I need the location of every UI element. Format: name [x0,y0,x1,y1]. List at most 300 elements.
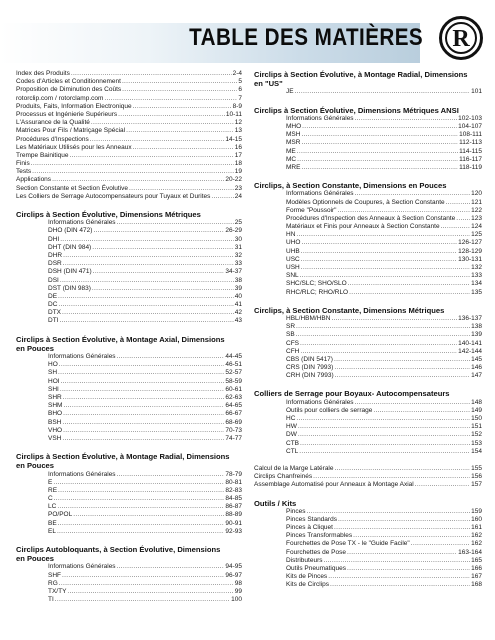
toc-entry[interactable] [254,231,482,239]
toc-entry-label: USC [286,255,300,263]
toc-entry-page: 90-91 [225,519,242,527]
toc-entry[interactable] [16,361,242,369]
toc-entry-page: 100 [231,596,242,604]
dot-leader [67,588,233,596]
section-spacer [254,172,482,181]
toc-entry[interactable] [254,465,482,473]
dot-leader [307,508,471,516]
toc-entry[interactable] [254,88,482,96]
dot-leader [348,280,470,288]
toc-entry-page: 20-22 [225,176,242,184]
toc-entry-page: 52-57 [225,369,242,377]
toc-entry[interactable] [16,227,242,235]
toc-entry-label: DHR [48,251,63,259]
dot-leader [411,540,470,548]
toc-entry-label: Procédures d'Inspections [16,135,89,143]
toc-entry[interactable] [16,103,242,111]
toc-entry-label: SHR [48,393,62,401]
toc-entry-page: 154 [471,447,482,455]
dot-leader [62,419,224,427]
toc-entry-label: Proposition de Diminution des Coûts [16,86,122,94]
toc-entry[interactable] [16,394,242,402]
toc-entry-page: 14-15 [225,135,242,143]
toc-entry[interactable] [254,440,482,448]
toc-entry-label: DHO (DIN 472) [48,227,93,235]
toc-entry[interactable] [16,309,242,317]
toc-entry[interactable] [254,164,482,172]
toc-entry-page: 2-4 [232,70,242,77]
toc-entry-page: 165 [471,556,482,564]
toc-entry-page: 126-127 [458,239,482,247]
section-spacer [16,201,242,210]
dot-leader [32,168,234,176]
toc-entry-label: CRH (DIN 7993) [286,372,334,380]
toc-entry-page: 156 [471,473,482,481]
toc-entry[interactable] [254,364,482,372]
toc-entry[interactable] [16,386,242,394]
toc-entry-label: MRE [286,163,301,171]
toc-entry-label: USH [286,264,300,271]
toc-entry-page: 94-95 [225,563,242,571]
toc-entry-page: 68-69 [225,418,242,426]
toc-entry[interactable] [16,285,242,293]
toc-entry[interactable] [16,260,242,268]
toc-entry-label: Informations Générales [286,190,354,198]
dot-leader [63,427,224,435]
dot-leader [62,309,234,317]
toc-entry-page: 5 [238,78,242,86]
toc-entry-page: 140-141 [458,339,482,347]
toc-entry[interactable] [16,160,242,168]
toc-entry-page: 16 [234,143,242,151]
toc-entry-label: Kits de Circlips [286,581,329,589]
dot-leader [415,481,470,489]
dot-leader [63,410,224,418]
dot-leader [58,487,224,495]
toc-entry-label: Section Constante et Section Évolutive [16,184,129,192]
toc-entry-label: SB [286,331,295,339]
toc-entry-page: 162 [471,532,482,540]
toc-entry-page: 142-144 [458,347,482,355]
toc-entry[interactable] [16,252,242,260]
toc-entry-page: 102-103 [458,114,482,122]
toc-entry-label: SNL [286,272,299,280]
toc-entry[interactable] [16,596,242,604]
toc-entry[interactable] [254,448,482,456]
toc-entry[interactable] [254,348,482,356]
toc-entry-label: DE [48,292,58,300]
toc-entry-label: EL [48,527,56,535]
toc-entry[interactable] [16,563,242,571]
toc-entry-label: Informations Générales [286,114,354,122]
toc-entry-label: UHO [286,239,301,247]
toc-entry-page: 163-164 [458,548,482,556]
dot-leader [328,573,470,581]
toc-entry[interactable] [254,215,482,223]
toc-entry[interactable] [254,340,482,348]
toc-entry-label: Informations Générales [48,353,116,361]
toc-entry-label: HC [286,415,296,423]
toc-entry[interactable] [254,481,482,489]
toc-entry-label: CTL [286,447,299,455]
dot-leader [301,164,458,172]
toc-entry[interactable] [254,516,482,524]
toc-entry[interactable] [254,123,482,131]
toc-entry-label: rotorclip.com / rotorclamp.com [16,94,104,102]
toc-entry-page: 146 [471,364,482,372]
dot-leader [338,207,471,215]
toc-entry-page: 74-77 [225,434,242,442]
dot-leader [55,596,230,604]
toc-entry[interactable] [16,520,242,528]
toc-entry-label: CFS [286,339,299,347]
toc-entry[interactable] [16,168,242,176]
section-heading: Circlips Autobloquants, à Section Évolutive, Dimensions [16,545,221,555]
dot-leader [58,520,225,528]
toc-entry[interactable] [16,136,242,144]
toc-entry-label: BSH [48,418,62,426]
toc-entry-page: 108-111 [459,131,482,139]
toc-entry-page: 41 [234,301,242,309]
toc-entry[interactable] [254,331,482,339]
toc-entry[interactable] [254,508,482,516]
dot-leader [133,144,234,152]
dot-leader [323,557,470,565]
toc-entry-label: Kits de Pinces [286,573,328,581]
toc-entry-label: CBS (DIN 5417) [286,355,333,363]
dot-leader [300,272,470,280]
dot-leader [52,176,224,184]
toc-entry-label: DSR [48,260,62,268]
dot-leader [63,252,234,260]
page-title: TABLE DES MATIÈRES [188,24,423,51]
dot-leader [373,407,470,415]
toc-entry-label: HN [286,231,296,239]
dot-leader [302,123,457,131]
toc-entry-page: 38 [234,276,242,284]
toc-entry-page: 166 [471,565,482,573]
toc-entry-label: Modèles Optionnels de Coupures, à Section Constante [286,198,445,206]
toc-entry-page: 147 [471,372,482,380]
toc-entry[interactable] [254,399,482,407]
toc-entry-label: DTI [48,317,59,325]
toc-entry[interactable] [254,532,482,540]
toc-entry[interactable] [254,264,482,272]
toc-entry-label: SHC/SLC; SHO/SLO [286,280,347,288]
toc-entry-page: 145 [471,355,482,363]
toc-entry[interactable] [16,588,242,596]
toc-entry[interactable] [254,223,482,231]
toc-entry[interactable] [254,423,482,431]
toc-entry-page: 92-93 [225,527,242,535]
toc-entry[interactable] [16,487,242,495]
dot-leader [334,356,470,364]
toc-entry-page: 84-85 [225,495,242,503]
dot-leader [59,580,234,588]
toc-entry-label: HO [48,361,58,369]
dot-leader [301,256,457,264]
toc-entry[interactable] [16,236,242,244]
toc-entry[interactable] [16,301,242,309]
toc-entry[interactable] [16,317,242,325]
toc-entry[interactable] [254,289,482,297]
dot-leader [301,264,470,272]
toc-entry-page: 6 [238,86,242,94]
toc-entry[interactable] [254,581,482,589]
section-heading: en Pouces [16,554,54,564]
toc-entry-page: 80-81 [225,478,242,486]
toc-entry[interactable] [16,176,242,184]
dot-leader [122,78,237,86]
toc-entry-label: Distributeurs [286,556,323,564]
dot-leader [59,361,225,369]
toc-entry-page: 138 [471,323,482,331]
toc-entry-page: 43 [234,317,242,325]
toc-entry-label: Matrices Pour Fils / Matriçage Spécial [16,127,126,135]
toc-entry[interactable] [254,473,482,481]
toc-entry-page: 155 [471,464,482,472]
dot-leader [57,503,224,511]
toc-entry-label: Index des Produits [16,70,70,77]
dot-leader [117,563,225,571]
dot-leader [298,431,470,439]
toc-entry-page: 120 [471,190,482,198]
toc-entry[interactable] [254,272,482,280]
dot-leader [117,353,225,361]
section-heading: Circlips à Section Évolutive, à Montage Axial, Dimensions [16,334,225,344]
toc-entry[interactable] [254,524,482,532]
toc-entry-page: 132 [471,264,482,271]
toc-entry[interactable] [16,435,242,443]
section-heading: Circlips, à Section Constante, Dimensions Métriques [254,305,445,315]
toc-entry[interactable] [254,256,482,264]
toc-entry-page: 60-61 [225,385,242,393]
dot-leader [441,223,471,231]
dot-leader [53,479,224,487]
dot-leader [126,127,234,135]
toc-entry[interactable] [254,549,482,557]
toc-entry[interactable] [254,139,482,147]
section-spacer [254,97,482,106]
toc-entry[interactable] [16,268,242,276]
toc-entry[interactable] [254,372,482,380]
toc-entry[interactable] [254,131,482,139]
toc-entry[interactable] [16,402,242,410]
toc-entry-label: DSI [48,276,59,284]
dot-leader [71,70,232,78]
toc-entry[interactable] [16,580,242,588]
toc-entry[interactable] [16,369,242,377]
toc-entry-page: 7 [238,94,242,102]
toc-entry-label: PO/POL [48,511,73,519]
dot-leader [59,317,233,325]
dot-leader [63,402,224,410]
toc-entry-label: VHO [48,426,63,434]
toc-entry[interactable] [254,199,482,207]
dot-leader [58,293,234,301]
toc-entry[interactable] [254,573,482,581]
toc-entry[interactable] [254,156,482,164]
toc-entry-label: Codes d'Articles et Conditionnement [16,78,121,86]
toc-entry[interactable] [254,323,482,331]
dot-leader [355,115,458,123]
toc-entry-label: Informations Générales [48,563,116,571]
toc-entry[interactable] [254,565,482,573]
toc-entry[interactable] [254,148,482,156]
dot-leader [295,88,471,96]
toc-entry[interactable] [254,557,482,565]
dot-leader [297,156,458,164]
dot-leader [347,565,470,573]
toc-entry-label: TX/TY [48,587,67,595]
toc-entry-page: 31 [234,243,242,251]
toc-entry[interactable] [254,356,482,364]
toc-entry[interactable] [16,119,242,127]
toc-entry[interactable] [254,315,482,323]
toc-entry-label: SHM [48,402,63,410]
dot-leader [338,516,470,524]
toc-entry[interactable] [254,248,482,256]
toc-entry-label: Tests [16,168,32,176]
toc-entry[interactable] [16,427,242,435]
toc-entry-page: 44-45 [225,353,242,361]
toc-entry[interactable] [254,431,482,439]
toc-entry[interactable] [16,471,242,479]
toc-entry[interactable] [254,415,482,423]
toc-entry-label: L'Assurance de la Qualité [16,119,90,127]
toc-entry[interactable] [254,207,482,215]
toc-entry-label: DST (DIN 983) [48,284,91,292]
toc-entry-label: Informations Générales [48,470,116,478]
toc-entry[interactable] [254,115,482,123]
toc-entry-page: 122 [471,206,482,214]
toc-entry-label: Trempe Bainitique [16,151,69,159]
dot-leader [129,185,234,193]
toc-entry-label: Calcul de la Marge Latérale [254,464,334,472]
dot-leader [347,549,457,557]
toc-entry[interactable] [16,378,242,386]
section-spacer [254,456,482,465]
toc-entry-label: CRS (DIN 7993) [286,364,334,372]
toc-entry[interactable] [16,503,242,511]
toc-entry-page: 17 [234,151,242,159]
dot-leader [117,219,234,227]
toc-entry-page: 161 [471,524,482,532]
toc-entry[interactable] [16,511,242,519]
section-heading: Circlips à Section Évolutive, Dimensions Métriques [16,210,201,219]
toc-entry-label: SH [48,369,58,377]
toc-entry[interactable] [16,78,242,86]
toc-entry-page: 10-11 [225,110,242,118]
toc-entry-label: Processus et Ingénierie Supérieurs [16,110,118,118]
toc-entry[interactable] [16,479,242,487]
toc-entry[interactable] [16,144,242,152]
section-spacer [16,326,242,335]
toc-entry-page: 124 [471,223,482,231]
dot-leader [60,236,234,244]
dot-leader [117,471,225,479]
toc-entry-label: Pinces Transformables [286,532,353,540]
toc-entry[interactable] [16,193,242,201]
toc-entry[interactable] [16,111,242,119]
toc-entry[interactable] [16,495,242,503]
toc-entry[interactable] [16,410,242,418]
toc-entry[interactable] [16,70,242,78]
section-heading: Circlips à Section Évolutive, Dimensions Métriques ANSI [254,105,459,115]
toc-entry[interactable] [254,540,482,548]
left-toc-column [16,70,242,604]
dot-leader [296,323,470,331]
toc-entry-page: 104-107 [458,122,482,130]
toc-entry[interactable] [16,95,242,103]
toc-entry[interactable] [16,152,242,160]
toc-entry[interactable] [16,277,242,285]
toc-entry-page: 25 [234,219,242,227]
toc-entry-label: MSH [286,131,301,139]
toc-entry[interactable] [16,293,242,301]
dot-leader [300,440,470,448]
dot-leader [299,448,470,456]
toc-entry-page: 159 [471,507,482,515]
toc-entry-page: 78-79 [225,470,242,478]
dot-leader [355,399,471,407]
toc-entry-page: 149 [471,406,482,414]
toc-entry[interactable] [16,419,242,427]
toc-entry[interactable] [16,127,242,135]
toc-entry-label: HW [286,423,297,431]
toc-entry[interactable] [16,219,242,227]
toc-entry[interactable] [254,407,482,415]
dot-leader [300,340,457,348]
dot-leader [93,268,225,276]
toc-entry-page: 99 [234,587,242,595]
dot-leader [298,423,470,431]
section-heading: en "US" [254,79,283,89]
dot-leader [297,148,458,156]
toc-entry-label: DHT (DIN 984) [48,243,92,251]
dot-leader [296,231,470,239]
toc-entry-label: Forme "Poussoir" [286,206,337,214]
toc-entry-label: UHB [286,247,300,255]
dot-leader [118,111,225,119]
toc-entry-page: 168 [471,581,482,589]
toc-entry[interactable] [16,528,242,536]
toc-entry[interactable] [254,280,482,288]
toc-entry-label: Assemblage Automatisé pour Anneaux à Montage Axial [254,481,414,489]
dot-leader [353,532,470,540]
toc-entry-label: RG [48,579,58,587]
toc-entry-page: 153 [471,439,482,447]
dot-leader [90,136,225,144]
dot-leader [334,364,470,372]
toc-entry-label: MSR [286,139,301,147]
dot-leader [93,227,224,235]
section-spacer [254,297,482,306]
toc-entry[interactable] [16,185,242,193]
toc-entry-page: 130-131 [458,255,482,263]
toc-entry-page: 39 [234,284,242,292]
toc-entry-page: 98 [234,579,242,587]
toc-entry[interactable] [16,572,242,580]
section-heading: en Pouces [16,461,54,471]
toc-entry[interactable] [254,239,482,247]
toc-entry[interactable] [16,244,242,252]
toc-entry[interactable] [16,353,242,361]
toc-entry-label: BE [48,519,57,527]
toc-entry-page: 125 [471,231,482,239]
toc-entry[interactable] [16,86,242,94]
toc-entry[interactable] [254,190,482,198]
